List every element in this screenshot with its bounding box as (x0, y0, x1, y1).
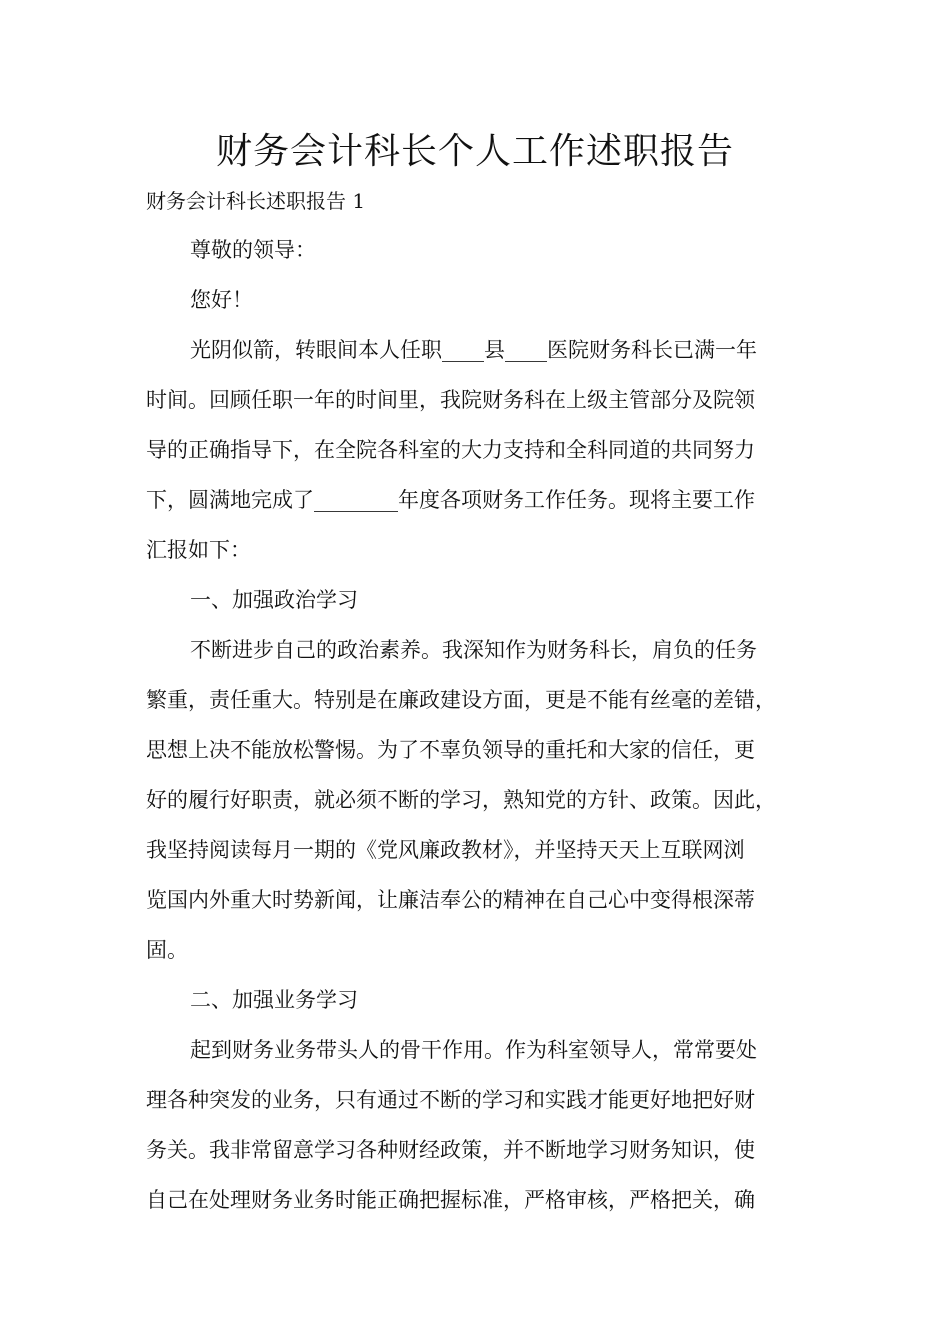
text-line: 务关。我非常留意学习各种财经政策，并不断地学习财务知识，使 (146, 1138, 755, 1162)
text-line: 汇报如下： (146, 538, 251, 562)
text-line: 您好！ (190, 288, 253, 312)
text-line: 好的履行好职责，就必须不断的学习，熟知党的方针、政策。因此， (146, 788, 776, 812)
text-line: 思想上决不能放松警惕。为了不辜负领导的重托和大家的信任，更 (146, 738, 755, 762)
text-line: 一、加强政治学习 (190, 588, 358, 612)
text-line: 繁重，责任重大。特别是在廉政建设方面，更是不能有丝毫的差错， (146, 688, 776, 712)
text-line: 导的正确指导下，在全院各科室的大力支持和全科同道的共同努力 (146, 438, 755, 462)
document-title: 财务会计科长个人工作述职报告 (215, 131, 734, 172)
text-line: 不断进步自己的政治素养。我深知作为财务科长，肩负的任务 (190, 638, 757, 662)
text-line: 理各种突发的业务，只有通过不断的学习和实践才能更好地把好财 (146, 1088, 755, 1112)
text-line: 我坚持阅读每月一期的《党风廉政教材》，并坚持天天上互联网浏 (146, 838, 745, 862)
text-line: 览国内外重大时势新闻，让廉洁奉公的精神在自己心中变得根深蒂 (146, 888, 755, 912)
text-line: 固。 (146, 938, 188, 962)
document-subtitle: 财务会计科长述职报告 1 (146, 189, 366, 213)
text-line: 尊敬的领导： (190, 238, 316, 262)
text-line: 光阴似箭，转眼间本人任职____县____医院财务科长已满一年 (190, 338, 757, 362)
text-line: 自己在处理财务业务时能正确把握标准，严格审核，严格把关，确 (146, 1188, 755, 1212)
document-body (146, 225, 810, 1225)
text-line: 时间。回顾任职一年的时间里，我院财务科在上级主管部分及院领 (146, 388, 755, 412)
text-line: 二、加强业务学习 (190, 988, 358, 1012)
text-line: 起到财务业务带头人的骨干作用。作为科室领导人，常常要处 (190, 1038, 757, 1062)
text-line: 下，圆满地完成了________年度各项财务工作任务。现将主要工作 (146, 488, 755, 512)
